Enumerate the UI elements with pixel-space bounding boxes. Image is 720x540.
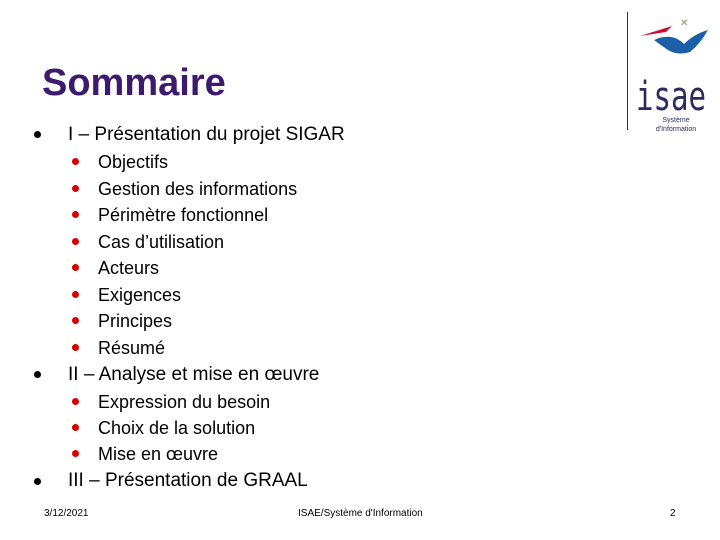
bullet-icon [34,478,41,485]
logo-subtitle-line1: Système [662,117,690,124]
logo-divider [627,12,628,130]
bird-icon [654,30,708,54]
outline-section-3: III – Présentation de GRAAL [68,470,308,491]
logo-wordmark: isae [636,74,706,114]
outline-item: Mise en œuvre [98,444,219,464]
bullet-icon [72,317,79,324]
footer-center: ISAE/Système d'Information [298,508,423,519]
bullet-icon [72,344,79,351]
page-number: 2 [670,508,676,519]
bullet-icon [72,158,79,165]
bullet-icon [72,185,79,192]
logo-subtitle-line2: d'Information [655,126,697,133]
outline-item: Acteurs [98,258,160,278]
outline-item: Exigences [98,285,182,305]
outline-section-2: II – Analyse et mise en œuvre [68,364,320,385]
outline-section-1: I – Présentation du projet SIGAR [68,124,345,145]
outline-item: Objectifs [98,152,169,172]
outline-item: Gestion des informations [98,179,298,199]
outline-item: Expression du besoin [98,392,271,412]
isae-logo [632,14,712,114]
star-icon: ✕ [680,18,689,29]
footer-date: 3/12/2021 [44,508,89,519]
bullet-icon [34,371,41,378]
outline-item: Résumé [98,338,166,358]
slide-title: Sommaire [42,62,226,104]
outline-item: Choix de la solution [98,418,256,438]
logo-subtitle [636,116,716,134]
bullet-icon [72,238,79,245]
bullet-icon [72,450,79,457]
plane-icon [640,26,672,36]
outline-item: Cas d’utilisation [98,232,225,252]
outline-item: Périmètre fonctionnel [98,205,269,225]
outline-item: Principes [98,311,173,331]
bullet-icon [72,291,79,298]
bullet-icon [72,211,79,218]
bullet-icon [72,424,79,431]
bullet-icon [72,264,79,271]
bullet-icon [34,131,41,138]
bullet-icon [72,398,79,405]
